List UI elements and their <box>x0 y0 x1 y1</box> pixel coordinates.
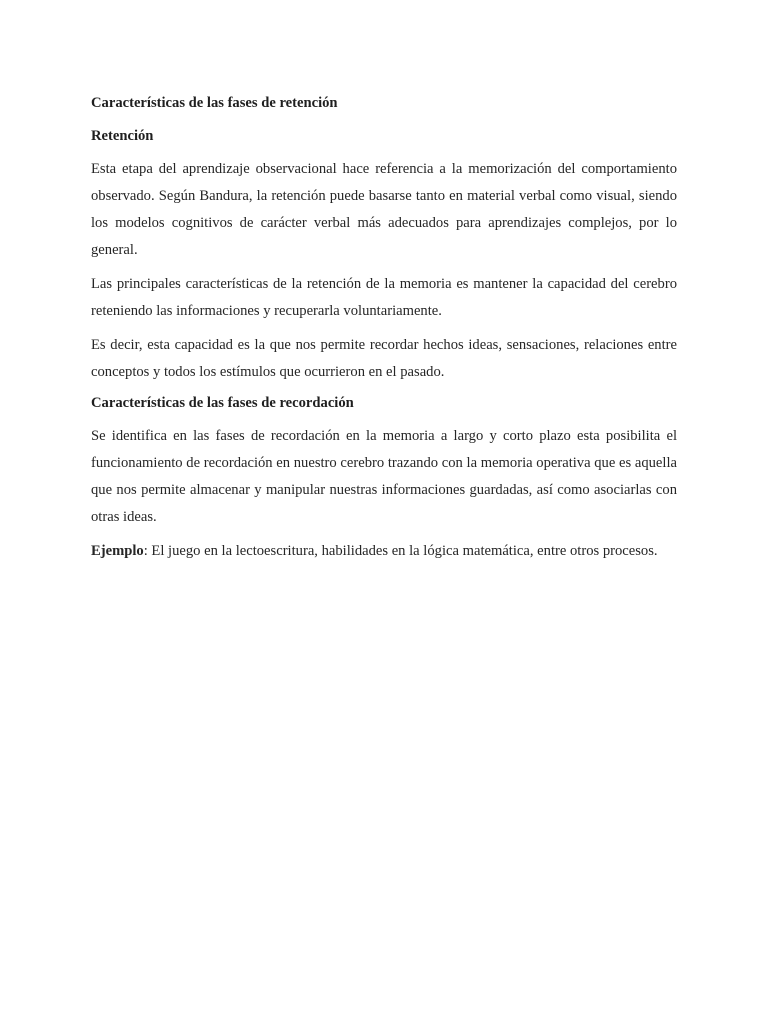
paragraph: Es decir, esta capacidad es la que nos permite recordar hechos ideas, sensaciones, relaciones entre conceptos y todos los estímulos que ocurrieron en el pasado. <box>91 337 677 380</box>
document-body <box>91 93 677 572</box>
paragraph: Las principales características de la retención de la memoria es mantener la capacidad del cerebro reteniendo las informaciones y recuperarla voluntariamente. <box>91 276 677 319</box>
example-text: : El juego en la lectoescritura, habilidades en la lógica matemática, entre otros procesos. <box>143 543 658 559</box>
document-title: Características de las fases de retención <box>91 95 338 111</box>
section-heading-retencion: Retención <box>91 128 154 144</box>
example-paragraph <box>91 538 677 565</box>
paragraph: Esta etapa del aprendizaje observacional hace referencia a la memorización del comportamiento observado. Según Bandura, la retención puede basarse tanto en material verbal como visual, siendo los modelos cognitivos de carácter verbal más adecuados para aprendizajes complejos, por lo general. <box>91 161 677 258</box>
section-heading-recordacion: Características de las fases de recordación <box>91 395 354 411</box>
example-label: Ejemplo <box>91 543 144 559</box>
paragraph: Se identifica en las fases de recordación en la memoria a largo y corto plazo esta posibilita el funcionamiento de recordación en nuestro cerebro trazando con la memoria operativa que es aquella que nos permite almacenar y manipular nuestras informaciones guardadas, así como asociarlas con otras ideas. <box>91 428 677 525</box>
